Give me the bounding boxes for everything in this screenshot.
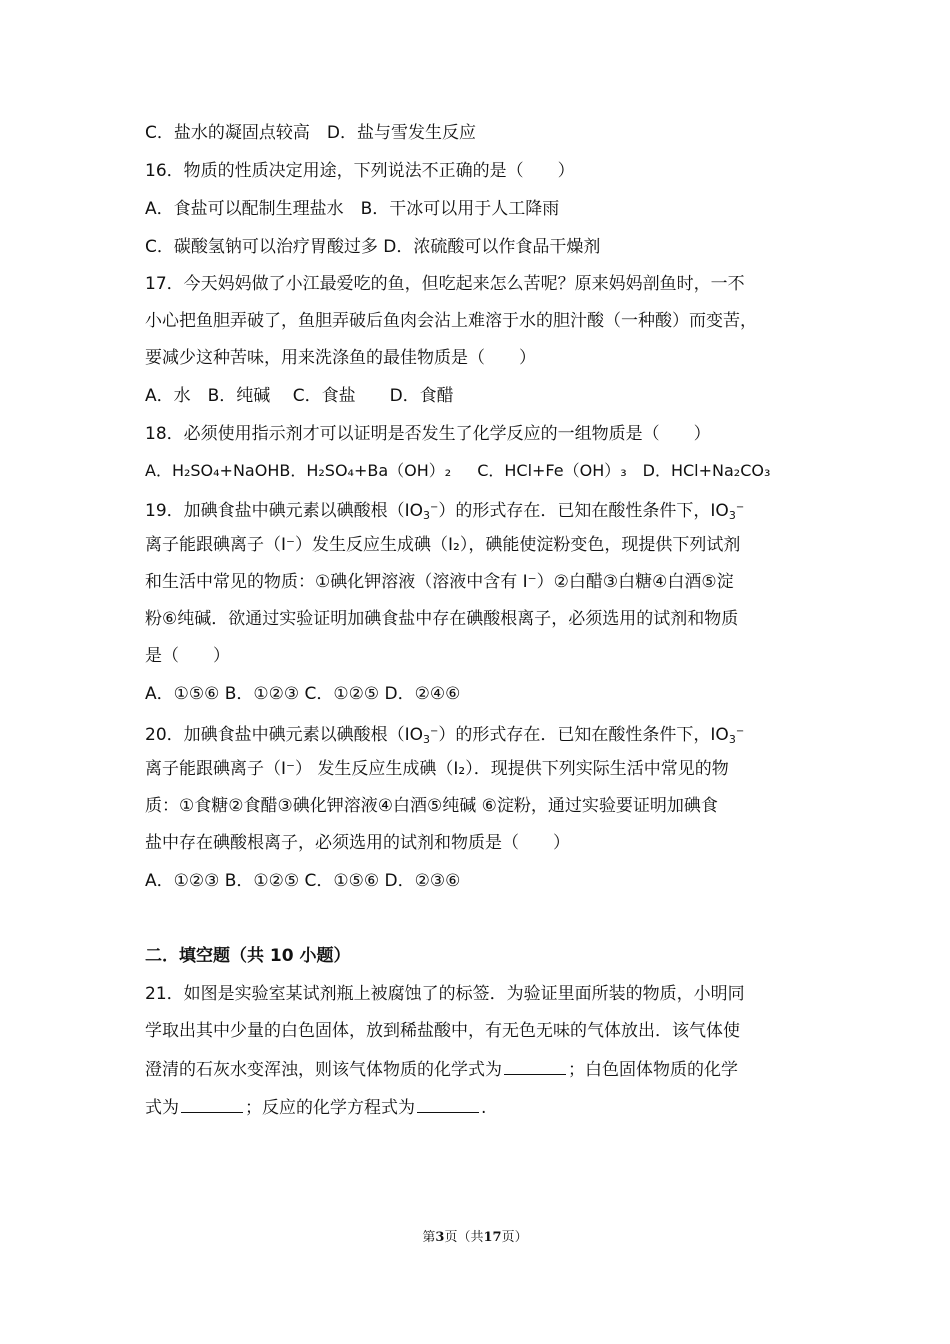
q21-text-b: ；白色固体物质的化学 xyxy=(568,1060,738,1080)
answer-blank-2[interactable] xyxy=(181,1094,243,1113)
q17-stem-line3: 要减少这种苦味，用来洗涤鱼的最佳物质是（ ） xyxy=(145,348,536,368)
q19-stem-line2: 离子能跟碘离子（I⁻）发生反应生成碘（I₂），碘能使淀粉变色，现提供下列试剂 xyxy=(145,535,741,555)
q18-option-b: B．H₂SO₄+Ba（OH）₂ xyxy=(279,461,452,480)
q17-stem-line2: 小心把鱼胆弄破了，鱼胆弄破后鱼肉会沾上难溶于水的胆汁酸（一种酸）而变苦， xyxy=(145,311,757,331)
q20-stem-line4: 盐中存在碘酸根离子，必须选用的试剂和物质是（ ） xyxy=(145,833,570,853)
q16-options-ab: A．食盐可以配制生理盐水 B．干冰可以用于人工降雨 xyxy=(145,199,560,219)
footer-page-number: 3 xyxy=(435,1230,445,1245)
q21-stem-line3 xyxy=(145,1056,738,1082)
q20-stem-part2: ）的形式存在．已知在酸性条件下，IO xyxy=(438,725,729,745)
q19-stem-line1: 19．加碘食盐中碘元素以碘酸根$(IO_3^-)$的形式存在．已知在酸性条件下，$IO_3^-$ xyxy=(145,501,745,522)
answer-blank-1[interactable] xyxy=(504,1056,566,1075)
q19-stem-line4: 粉⑥纯碱．欲通过实验证明加碘食盐中存在碘酸根离子，必须选用的试剂和物质 xyxy=(145,609,739,629)
q20-stem-line2: 离子能跟碘离子（I⁻） 发生反应生成碘（I₂）．现提供下列实际生活中常见的物 xyxy=(145,759,729,779)
q15-options-cd: C．盐水的凝固点较高 D．盐与雪发生反应 xyxy=(145,123,476,143)
q19-stem-part1: 19．加碘食盐中碘元素以碘酸根（IO xyxy=(145,501,424,521)
answer-blank-3[interactable] xyxy=(417,1094,479,1113)
q21-text-e: . xyxy=(481,1098,487,1118)
q20-stem-line1: 20．加碘食盐中碘元素以碘酸根$(IO_3^-)$的形式存在．已知在酸性条件下，$IO_3^-$ xyxy=(145,725,745,746)
q20-options: A．①②③ B．①②⑤ C．①⑤⑥ D．②③⑥ xyxy=(145,871,461,891)
footer-total-pages: 17 xyxy=(483,1230,502,1245)
q20-stem-part1: 20．加碘食盐中碘元素以碘酸根（IO xyxy=(145,725,424,745)
q20-stem-line3: 质：①食糖②食醋③碘化钾溶液④白酒⑤纯碱 ⑥淀粉，通过实验要证明加碘食 xyxy=(145,796,718,816)
q21-text-a: 澄清的石灰水变浑浊，则该气体物质的化学式为 xyxy=(145,1060,502,1080)
q21-stem-line2: 学取出其中少量的白色固体，放到稀盐酸中，有无色无味的气体放出．该气体使 xyxy=(145,1021,740,1041)
q19-stem-part2: ）的形式存在．已知在酸性条件下，IO xyxy=(438,501,729,521)
q18-option-a: A．H₂SO₄+NaOH xyxy=(145,461,280,480)
section-heading: 二．填空题（共 10 小题） xyxy=(145,946,351,966)
q21-text-d: ；反应的化学方程式为 xyxy=(245,1098,415,1118)
q16-options-cd: C．碳酸氢钠可以治疗胃酸过多 D．浓硫酸可以作食品干燥剂 xyxy=(145,237,601,257)
q18-option-d: D．HCl+Na₂CO₃ xyxy=(642,461,771,480)
q18-option-c: C．HCl+Fe（OH）₃ xyxy=(477,461,627,480)
footer-middle: 页（共 xyxy=(444,1230,484,1245)
q21-text-c: 式为 xyxy=(145,1098,179,1118)
footer-suffix: 页） xyxy=(501,1230,528,1245)
page-footer xyxy=(0,1226,950,1245)
q19-stem-line5: 是（ ） xyxy=(145,646,230,666)
q18-stem: 18．必须使用指示剂才可以证明是否发生了化学反应的一组物质是（ ） xyxy=(145,424,711,444)
q19-stem-line3: 和生活中常见的物质：①碘化钾溶液（溶液中含有 I⁻）②白醋③白糖④白酒⑤淀 xyxy=(145,572,734,592)
q16-stem: 16．物质的性质决定用途，下列说法不正确的是（ ） xyxy=(145,161,575,181)
q21-stem-line4 xyxy=(145,1094,486,1120)
q17-stem-line1: 17．今天妈妈做了小江最爱吃的鱼，但吃起来怎么苦呢？原来妈妈剖鱼时，一不 xyxy=(145,274,745,294)
q18-options xyxy=(145,459,770,483)
q19-options: A．①⑤⑥ B．①②③ C．①②⑤ D．②④⑥ xyxy=(145,684,461,704)
q17-options: A．水 B．纯碱 C．食盐 D．食醋 xyxy=(145,386,454,406)
footer-prefix: 第 xyxy=(422,1230,436,1245)
q21-stem-line1: 21．如图是实验室某试剂瓶上被腐蚀了的标签．为验证里面所装的物质，小明同 xyxy=(145,984,745,1004)
